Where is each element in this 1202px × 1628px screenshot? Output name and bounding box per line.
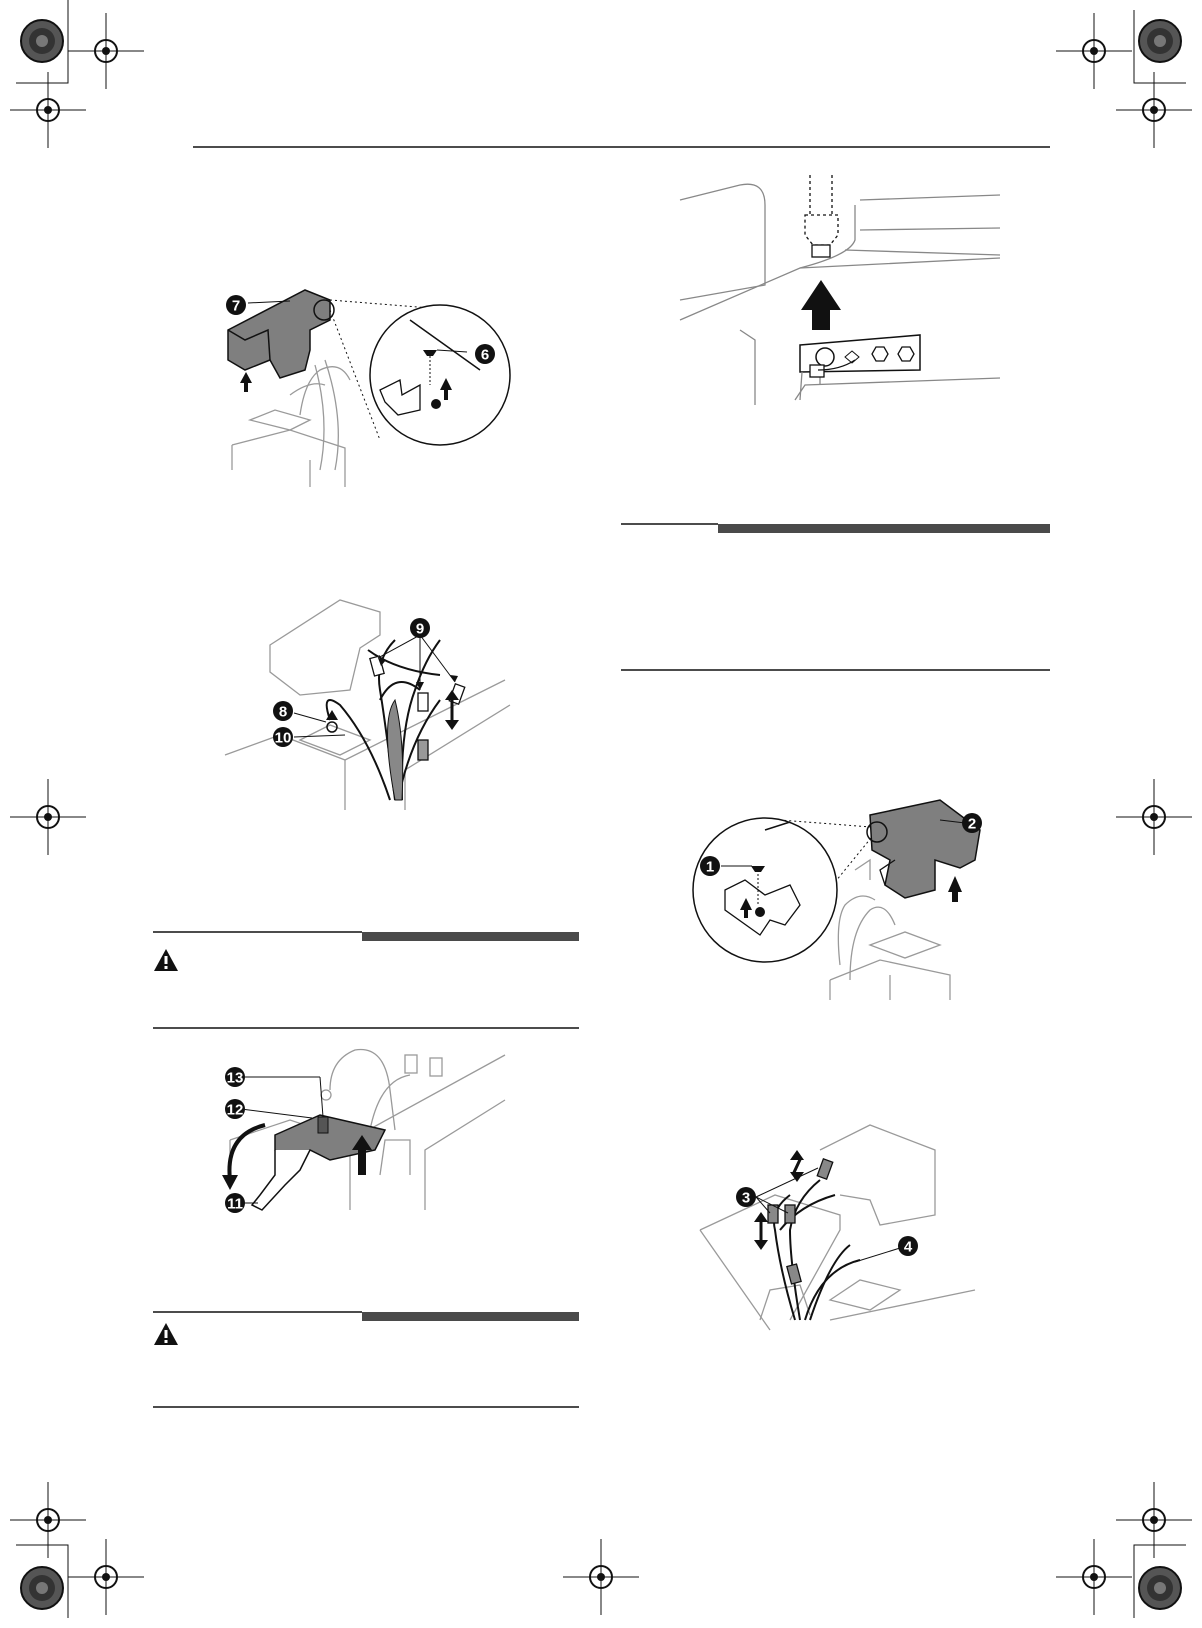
svg-text:3: 3: [741, 1189, 751, 1207]
callout-8: [273, 701, 293, 721]
svg-text:4: 4: [903, 1238, 913, 1256]
warning-triangle-icon: [154, 949, 178, 971]
callout-1: [700, 856, 720, 876]
svg-text:6: 6: [480, 346, 490, 364]
callout-11: [225, 1193, 245, 1213]
callout-12: [225, 1099, 245, 1119]
callout-13: [225, 1067, 245, 1087]
registration-mark-icon: [10, 779, 86, 855]
figure-wire-harness: [225, 600, 510, 810]
svg-text:13: 13: [226, 1069, 244, 1087]
crop-marks: [16, 0, 1186, 1618]
registration-mark-icon: [563, 1539, 639, 1615]
svg-text:8: 8: [278, 703, 288, 721]
callout-3: [736, 1187, 756, 1207]
color-target-icon: [1139, 1567, 1181, 1609]
registration-mark-icon: [10, 1482, 86, 1558]
svg-text:12: 12: [226, 1101, 244, 1119]
svg-text:2: 2: [967, 815, 977, 833]
color-target-icon: [1139, 20, 1181, 62]
warning-block-1: [153, 932, 579, 1028]
figure-wire-connectors: [700, 1125, 975, 1330]
figure-cover-removal-right: [693, 800, 980, 1000]
svg-text:9: 9: [415, 620, 425, 638]
warning-triangle-icon: [154, 1323, 178, 1345]
warning-block-2: [153, 1312, 579, 1407]
callout-9: [410, 618, 430, 638]
svg-text:11: 11: [227, 1195, 243, 1213]
svg-text:10: 10: [274, 729, 292, 747]
figure-door-lift: [680, 175, 1000, 405]
registration-mark-icon: [68, 1539, 144, 1615]
registration-mark-icon: [1116, 779, 1192, 855]
figure-hinge-bracket: [222, 1050, 505, 1211]
registration-mark-icon: [1056, 1539, 1132, 1615]
callout-7: [226, 295, 246, 315]
callout-2: [962, 813, 982, 833]
registration-mark-icon: [68, 13, 144, 89]
svg-text:1: 1: [705, 858, 715, 876]
color-target-icon: [21, 1567, 63, 1609]
callout-4: [898, 1236, 918, 1256]
registration-mark-icon: [1056, 13, 1132, 89]
callout-10: [273, 727, 293, 747]
callout-6: [475, 344, 495, 364]
color-target-icon: [21, 20, 63, 62]
note-block: [621, 524, 1050, 670]
figure-cover-removal-left: [228, 290, 510, 487]
registration-mark-icon: [1116, 1482, 1192, 1558]
svg-text:7: 7: [231, 297, 241, 315]
